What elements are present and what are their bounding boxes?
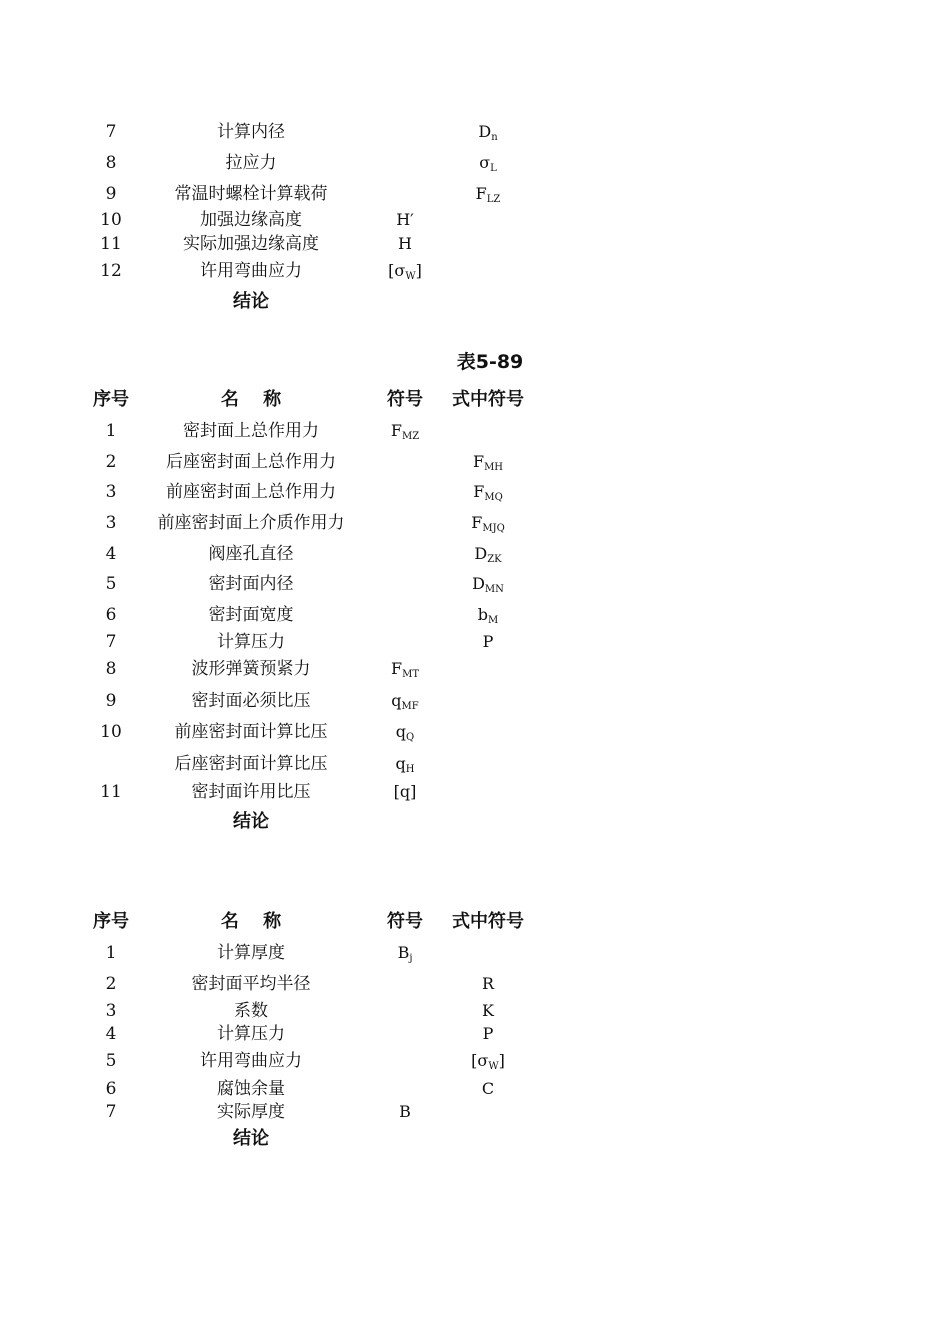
row-symbol: $[\sigma_W]$	[388, 261, 422, 282]
row-number: 1	[105, 421, 117, 441]
row-symbol: $q_H$	[395, 754, 415, 775]
table-row	[0, 603, 950, 627]
row-name: 腐蚀余量	[217, 1079, 285, 1099]
table-row	[0, 182, 950, 206]
row-number: 10	[100, 210, 122, 230]
row-name: 后座密封面上总作用力	[166, 452, 336, 472]
table-row	[0, 120, 950, 144]
row-name: 计算内径	[217, 122, 285, 142]
row-formula-symbol: $F_{MJQ}$	[471, 513, 505, 534]
row-name: 后座密封面计算比压	[174, 754, 328, 774]
table-row	[0, 1077, 950, 1101]
row-formula-symbol: K	[482, 1001, 494, 1020]
table-row	[0, 941, 950, 965]
table-header	[0, 388, 950, 412]
row-number: 3	[105, 482, 117, 502]
header-symbol: 符号	[387, 389, 423, 410]
row-name: 前座密封面上介质作用力	[157, 513, 345, 533]
row-name: 许用弯曲应力	[200, 1051, 302, 1071]
table-row	[0, 1100, 950, 1124]
row-name: 常温时螺栓计算载荷	[174, 184, 328, 204]
table-row	[0, 572, 950, 596]
row-symbol: $B_j$	[397, 943, 413, 964]
row-name: 实际加强边缘高度	[183, 234, 319, 254]
row-number: 9	[105, 184, 117, 204]
row-name: 实际厚度	[217, 1102, 285, 1122]
table-row	[0, 780, 950, 804]
row-name: 密封面宽度	[208, 605, 294, 625]
row-formula-symbol: $F_{MQ}$	[473, 482, 503, 503]
row-name: 密封面内径	[208, 574, 294, 594]
header-number: 序号	[93, 911, 129, 932]
row-number: 5	[105, 574, 117, 594]
conclusion-row	[0, 290, 950, 314]
table-row	[0, 720, 950, 744]
row-name: 密封面必须比压	[191, 691, 311, 711]
row-number: 5	[105, 1051, 117, 1071]
table-row	[0, 480, 950, 504]
row-name: 前座密封面计算比压	[174, 722, 328, 742]
table-row	[0, 208, 950, 232]
row-name: 许用弯曲应力	[200, 261, 302, 281]
row-number: 2	[105, 452, 117, 472]
row-name: 密封面平均半径	[191, 974, 311, 994]
row-number: 3	[105, 513, 117, 533]
table-row	[0, 259, 950, 283]
row-number: 7	[105, 122, 117, 142]
row-number: 4	[105, 544, 117, 564]
row-formula-symbol: $D_n$	[478, 122, 498, 143]
row-number: 6	[105, 1079, 117, 1099]
row-formula-symbol: $[\sigma_W]$	[471, 1051, 505, 1072]
header-name: 名 称	[220, 911, 282, 932]
row-number: 4	[105, 1024, 117, 1044]
row-symbol: [q]	[393, 782, 417, 801]
row-name: 加强边缘高度	[200, 210, 302, 230]
row-number: 7	[105, 1102, 117, 1122]
table-row	[0, 630, 950, 654]
table-row	[0, 657, 950, 681]
row-formula-symbol: P	[482, 632, 494, 651]
table-row	[0, 232, 950, 256]
header-number: 序号	[93, 389, 129, 410]
table-row	[0, 972, 950, 996]
row-formula-symbol: $F_{MH}$	[472, 452, 504, 473]
row-number: 11	[100, 782, 122, 802]
row-formula-symbol: $D_{ZK}$	[474, 544, 502, 565]
table-row	[0, 419, 950, 443]
table-row	[0, 151, 950, 175]
row-symbol: $q_Q$	[395, 722, 415, 743]
table-row	[0, 752, 950, 776]
row-formula-symbol: $F_{LZ}$	[475, 184, 501, 205]
row-name: 前座密封面上总作用力	[166, 482, 336, 502]
row-name: 波形弹簧预紧力	[191, 659, 311, 679]
row-name: 系数	[234, 1001, 268, 1021]
conclusion-label: 结论	[233, 1128, 269, 1149]
row-number: 9	[105, 691, 117, 711]
table-row	[0, 999, 950, 1023]
row-symbol: H′	[396, 210, 414, 229]
row-name: 拉应力	[225, 153, 277, 173]
conclusion-row	[0, 810, 950, 834]
row-symbol: $F_{MZ}$	[390, 421, 420, 442]
table-row	[0, 511, 950, 535]
row-formula-symbol: P	[482, 1024, 494, 1043]
row-number: 12	[100, 261, 122, 281]
row-formula-symbol: R	[481, 974, 495, 993]
table-header	[0, 910, 950, 934]
table-row	[0, 1022, 950, 1046]
row-symbol: H	[398, 234, 412, 253]
table-title: 表5-89	[456, 351, 524, 373]
row-number: 10	[100, 722, 122, 742]
row-name: 阀座孔直径	[208, 544, 294, 564]
conclusion-label: 结论	[233, 811, 269, 832]
row-formula-symbol: $\sigma_L$	[479, 153, 497, 174]
row-formula-symbol: $b_M$	[477, 605, 499, 626]
row-number: 2	[105, 974, 117, 994]
row-symbol: $F_{MT}$	[390, 659, 420, 680]
row-name: 计算压力	[217, 632, 285, 652]
table-row	[0, 542, 950, 566]
row-number: 3	[105, 1001, 117, 1021]
conclusion-row	[0, 1127, 950, 1151]
table-row	[0, 689, 950, 713]
row-number: 8	[105, 659, 117, 679]
row-symbol: $q_{MF}$	[391, 691, 419, 712]
row-name: 密封面许用比压	[191, 782, 311, 802]
row-number: 8	[105, 153, 117, 173]
row-name: 密封面上总作用力	[183, 421, 319, 441]
table-row	[0, 1049, 950, 1073]
header-name: 名 称	[220, 389, 282, 410]
conclusion-label: 结论	[233, 291, 269, 312]
header-formula-symbol: 式中符号	[452, 389, 524, 410]
header-formula-symbol: 式中符号	[452, 911, 524, 932]
row-symbol: B	[399, 1102, 411, 1121]
table-row	[0, 450, 950, 474]
row-number: 11	[100, 234, 122, 254]
header-symbol: 符号	[387, 911, 423, 932]
row-name: 计算压力	[217, 1024, 285, 1044]
row-number: 6	[105, 605, 117, 625]
row-formula-symbol: $D_{MN}$	[472, 574, 504, 595]
row-name: 计算厚度	[217, 943, 285, 963]
row-formula-symbol: C	[481, 1079, 495, 1098]
row-number: 7	[105, 632, 117, 652]
row-number: 1	[105, 943, 117, 963]
